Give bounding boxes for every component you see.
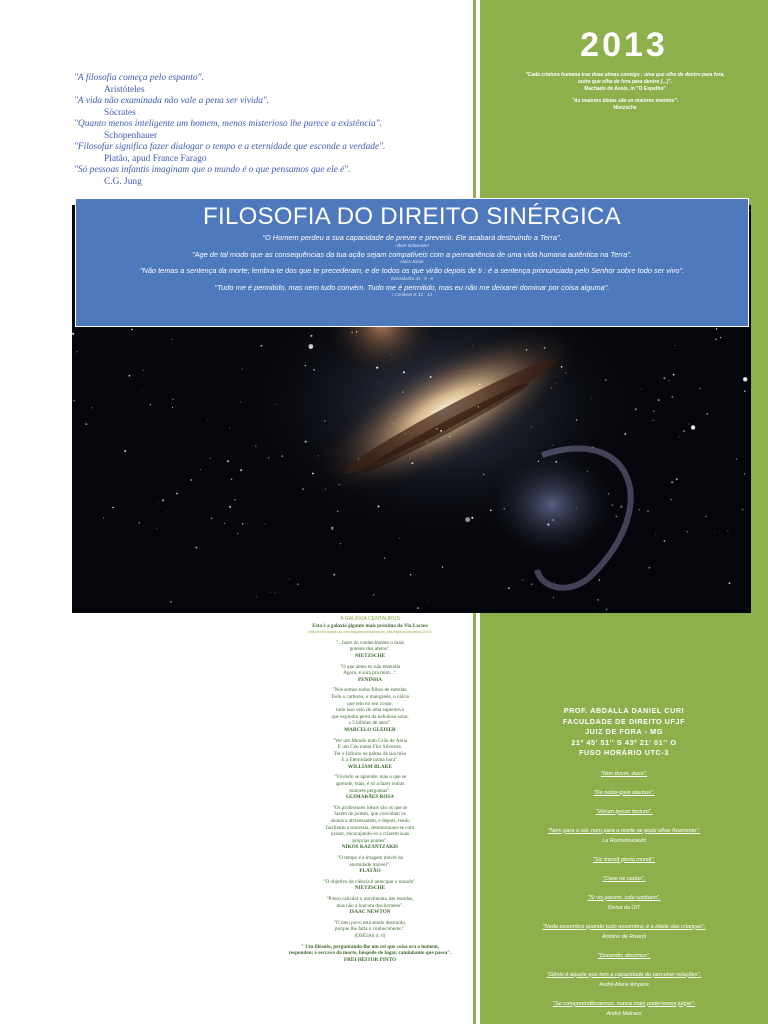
quote-text: "A vida não examinada não vale a pena ser vivida". xyxy=(74,96,270,106)
quote-author: Platão, apud France Farago xyxy=(104,153,207,164)
middle-quote-line: E um Céu numa Flor Silvestre, xyxy=(337,744,403,751)
star xyxy=(635,408,637,410)
middle-quote-line: " Um filósofo, perguntando-lhe um rei que coisa era o homem, xyxy=(301,943,439,950)
title-quote-text: "Age de tal modo que as consequências da tua ação sejam compatíveis com a permanência de uma vida humana autêntica na Terra". xyxy=(191,249,633,259)
green-top-author: Machado de Assis, in "O Espelho" xyxy=(584,86,666,92)
star xyxy=(750,210,751,211)
middle-quote-line: eternidade imóvel". xyxy=(349,861,391,868)
image-caption-text: Esta é a galaxia gigante mais próxima da Via Lactea xyxy=(312,622,428,629)
star xyxy=(190,479,192,481)
star xyxy=(324,420,325,421)
star xyxy=(430,376,432,378)
green-top-line: "Cada criatura humana traz duas almas consigo : uma que olha de dentro para fora, xyxy=(525,72,725,78)
star xyxy=(289,578,290,579)
quote-text: "Só pessoas infantis imaginam que o mundo é o que pensamos que ele é". xyxy=(74,165,351,175)
middle-quote xyxy=(270,855,470,875)
star xyxy=(240,469,242,471)
star xyxy=(167,511,168,512)
star xyxy=(410,574,411,575)
middle-quote xyxy=(270,664,470,684)
star xyxy=(470,474,471,475)
middle-quote-line: "Nós somos todos filhos de estrelas. xyxy=(332,687,408,694)
title-quote-author: Albert Schweitzer xyxy=(394,242,430,248)
middle-quote-line: "O objetivo da ciência é antecipar o mundo". xyxy=(323,878,417,885)
star xyxy=(230,428,231,429)
star xyxy=(531,426,532,427)
star xyxy=(325,489,326,490)
star xyxy=(647,510,649,512)
star xyxy=(547,523,549,525)
latin-quote: "De nobis ipsis silemus". xyxy=(593,789,655,796)
star xyxy=(671,499,672,500)
star xyxy=(716,328,718,330)
star xyxy=(641,388,642,389)
star xyxy=(736,459,737,460)
star xyxy=(150,404,151,405)
middle-quote-line: Todo o carbono, o manganês, o cálcio xyxy=(330,693,410,700)
star xyxy=(744,390,746,392)
middle-quotes-column xyxy=(270,616,470,963)
star xyxy=(707,413,709,415)
quote-author: Aristóteles xyxy=(104,84,145,95)
star xyxy=(256,597,257,598)
latin-quote: "Nem para o sol, nem para a morte se pode olhar fixamente". xyxy=(548,827,700,834)
middle-quote xyxy=(270,944,470,964)
star xyxy=(555,461,557,463)
image-caption-url: (http://cienciahoje.uol.com.br/galeria/blog/album_albumglobo/cientistas-2013) xyxy=(308,630,432,635)
green-top-line: "As maiores ideias são as maiores eventos". xyxy=(571,98,679,104)
middle-quote xyxy=(270,920,470,940)
star xyxy=(417,607,418,608)
star xyxy=(312,473,314,475)
star xyxy=(687,531,688,532)
star xyxy=(658,399,660,401)
star xyxy=(691,425,695,429)
green-top-quotes xyxy=(505,72,745,112)
star xyxy=(358,458,359,459)
middle-quote-author: MARCELO GLEISER xyxy=(344,726,396,733)
star xyxy=(139,522,140,523)
star xyxy=(479,384,480,385)
star xyxy=(276,404,277,405)
middle-quote-author: ISAAC NEWTON xyxy=(349,909,391,916)
star xyxy=(146,400,147,401)
middle-quote-author: NIETZSCHE xyxy=(354,885,386,892)
star xyxy=(208,420,209,421)
latin-quote: "Si vis pacem, cole iustitiam". xyxy=(587,894,661,901)
star xyxy=(531,583,533,585)
green-top-author: Nietzsche xyxy=(613,105,637,111)
star xyxy=(143,370,144,371)
star xyxy=(551,387,552,388)
middle-quote-line: mas não a loucura dos homens". xyxy=(336,902,404,909)
middle-quote-line: Ter o Infinito na palma da sua mão xyxy=(333,750,407,757)
star xyxy=(478,406,479,407)
star xyxy=(526,349,527,350)
star xyxy=(246,458,247,459)
star xyxy=(714,532,715,533)
star xyxy=(472,345,473,346)
page-title: FILOSOFIA DO DIREITO SINÉRGICA xyxy=(203,203,621,230)
star xyxy=(391,354,392,355)
star xyxy=(376,367,378,369)
star xyxy=(552,519,554,521)
star xyxy=(237,533,238,534)
star xyxy=(302,488,304,490)
latin-quote-author: André Malraux xyxy=(606,1010,642,1017)
middle-quotes-list xyxy=(270,640,470,964)
quote-text: "Quanto menos inteligente um homem, menos misterioso lhe parece a existência". xyxy=(74,119,382,129)
star xyxy=(129,375,131,377)
star xyxy=(261,345,263,347)
middle-quote-author: FREI HEITOR PINTO xyxy=(344,956,396,963)
prof-line: FUSO HORÁRIO UTC-3 xyxy=(579,748,669,757)
middle-quote xyxy=(270,774,470,800)
middle-quote-line: que explodiu perto da nebulosa solar, xyxy=(331,713,409,720)
latin-quote: "Docendo, discimus". xyxy=(597,952,651,959)
middle-quote-line: alunos a atravessarem, e depois, tendo xyxy=(330,818,410,825)
star xyxy=(673,374,675,376)
star xyxy=(688,424,689,425)
latin-quote: "Nada assombra quando tudo assombra; é a idade das crianças". xyxy=(542,923,706,930)
star xyxy=(426,441,427,442)
star xyxy=(664,540,666,542)
star xyxy=(606,609,607,610)
star xyxy=(624,433,626,435)
star xyxy=(91,407,92,408)
star xyxy=(663,377,665,379)
philosophy-quotes xyxy=(74,73,474,188)
middle-quote-line: tudo isso veio de uma supernova xyxy=(336,707,404,714)
middle-quote-line: potente dos afetos". xyxy=(349,646,391,653)
star xyxy=(210,458,211,459)
star xyxy=(591,398,592,399)
middle-quote-line: fazem de pontes, que convidam os xyxy=(334,811,406,818)
latin-quote-author: André-Marie Ampère xyxy=(599,981,649,988)
star xyxy=(605,379,607,381)
star xyxy=(282,455,284,457)
middle-quote-line: "O que antes eu não entendia xyxy=(339,663,401,670)
prof-line: FACULDADE DE DIREITO UFJF xyxy=(562,716,686,726)
star xyxy=(112,507,113,508)
star xyxy=(131,329,133,331)
star xyxy=(427,601,428,602)
star xyxy=(200,469,201,470)
quote-text: "A filosofia começa pelo espanto". xyxy=(74,73,204,83)
star xyxy=(224,523,225,524)
middle-quote-line: facilitado a travessia, desmoronam-se com xyxy=(325,824,415,831)
star xyxy=(172,407,173,408)
star xyxy=(538,461,539,462)
star xyxy=(727,530,728,531)
star xyxy=(587,471,588,472)
middle-quote-author: WILLIAM BLAKE xyxy=(347,763,393,770)
star xyxy=(76,351,77,352)
latin-quote: "Sic transit gloria mundi". xyxy=(592,856,656,863)
star xyxy=(265,523,266,524)
star xyxy=(373,594,374,595)
star xyxy=(671,481,673,483)
star xyxy=(656,534,657,535)
star xyxy=(649,567,651,569)
title-quote-text: "Tudo me é permitido, mas nem tudo convém. Tudo me é permitido, mas eu não me deixarei dominar por coisa alguma". xyxy=(214,282,610,292)
star xyxy=(142,390,143,391)
star xyxy=(620,506,622,508)
star xyxy=(309,344,314,349)
star xyxy=(612,504,614,506)
star xyxy=(392,423,393,424)
star xyxy=(85,423,87,425)
star xyxy=(171,339,172,340)
star xyxy=(465,517,470,522)
star xyxy=(615,516,617,518)
star xyxy=(158,502,159,503)
star xyxy=(598,579,600,581)
star xyxy=(73,400,75,402)
latin-quote: "Gênio é aquele que tem a capacidade de perceber relações". xyxy=(546,971,702,978)
star xyxy=(436,428,437,429)
star xyxy=(124,450,126,452)
star xyxy=(402,391,404,393)
middle-quote-line: "Os professores ideais são os que se xyxy=(332,804,408,811)
star xyxy=(356,331,357,332)
prof-line: JUIZ DE FORA - MG xyxy=(585,727,663,736)
middle-quote-line: "Ver um Mundo num Grão de Areia xyxy=(332,737,408,744)
middle-quote-line: aprende, mais, é só a fazer outras xyxy=(335,781,405,788)
middle-quote-line: "...fazer do conhecimento o mais xyxy=(335,639,405,646)
star xyxy=(471,517,473,519)
star xyxy=(503,508,505,510)
middle-quote-line: prazer, encorajando-os a criarem suas xyxy=(331,831,409,838)
star xyxy=(706,516,707,517)
star xyxy=(653,411,654,412)
quote-author: Schopenhauer xyxy=(104,130,158,141)
star xyxy=(744,473,746,475)
star xyxy=(742,509,744,511)
star xyxy=(699,388,700,389)
middle-quote-line: respondeu: é escravo da morte, hóspede de lugar, caminhante que passa". xyxy=(288,950,452,957)
star xyxy=(313,369,315,371)
middle-quote-line: E a Eternidade numa hora". xyxy=(341,757,399,764)
title-quote xyxy=(76,267,748,281)
star xyxy=(384,558,385,559)
star xyxy=(242,523,244,525)
star xyxy=(399,538,400,539)
star xyxy=(490,510,492,512)
middle-quote-line: "O meu povo está sendo destruído, xyxy=(333,919,407,926)
star xyxy=(351,332,352,333)
middle-quote-line: "O tempo é a imagem móvel da xyxy=(337,855,403,861)
star xyxy=(552,445,553,446)
star xyxy=(565,372,566,373)
star xyxy=(170,601,172,603)
star xyxy=(234,499,235,500)
title-box xyxy=(75,198,749,327)
star xyxy=(675,345,676,346)
star xyxy=(340,543,341,544)
middle-quote xyxy=(270,738,470,771)
star xyxy=(553,597,554,598)
title-quote-author: Eclesiástico 41 : 5 - 6 xyxy=(391,275,433,281)
middle-quote-author: NIKOS KAZANTZAKIS xyxy=(341,844,399,851)
star xyxy=(720,337,721,338)
star xyxy=(576,508,577,509)
star xyxy=(211,518,212,519)
star xyxy=(333,574,335,576)
prof-line: 21º 45' 51'' S 43º 21' 01'' O xyxy=(571,737,677,747)
latin-quote: "Cave ne cadas". xyxy=(602,875,646,882)
quote-author: C.G. Jung xyxy=(104,176,142,187)
star xyxy=(305,441,307,443)
middle-quote-line: "Posso calcular o movimento das estrelas, xyxy=(326,895,414,902)
star xyxy=(403,371,405,373)
star xyxy=(676,478,678,480)
star xyxy=(268,457,269,458)
star xyxy=(305,365,306,366)
star xyxy=(638,509,640,511)
star xyxy=(103,517,104,518)
middle-quote xyxy=(270,640,470,660)
star xyxy=(561,366,563,368)
star xyxy=(337,511,338,512)
latin-quotes-list xyxy=(488,771,760,1018)
star xyxy=(297,583,299,585)
middle-quote xyxy=(270,896,470,916)
star xyxy=(683,430,685,432)
star xyxy=(72,333,74,335)
middle-quote-line: porque lhe falta o conhecimento". xyxy=(334,926,406,933)
latin-quote: "Verum ipsum factum". xyxy=(595,808,653,815)
star xyxy=(228,544,229,545)
middle-quote-author: PENINHA xyxy=(358,676,382,683)
star xyxy=(544,347,546,349)
star xyxy=(659,381,660,382)
star xyxy=(522,580,523,581)
star xyxy=(339,484,340,485)
star xyxy=(255,446,256,447)
star xyxy=(231,479,232,480)
star xyxy=(715,339,716,340)
middle-quote xyxy=(270,805,470,851)
star xyxy=(411,462,413,464)
star xyxy=(679,437,680,438)
star xyxy=(275,592,276,593)
green-top-line: outra que olha de fora para dentro [...]". xyxy=(577,79,673,85)
star xyxy=(554,582,555,583)
quote-text: "Filosofar significa fazer dialogar o tempo e a eternidade que esconde a verdade". xyxy=(74,142,386,152)
star xyxy=(508,587,510,589)
middle-quote xyxy=(270,879,470,892)
title-quote-author: I Coríntios 6: 12 - 13 xyxy=(392,292,432,297)
star xyxy=(318,455,319,456)
author-info-panel xyxy=(488,706,760,1018)
middle-quote-line: maiores perguntas". xyxy=(349,787,391,794)
star xyxy=(743,377,747,381)
star xyxy=(162,499,164,501)
title-quote xyxy=(76,234,748,248)
latin-quote: "Se compreendêssemos, nunca mais poderíamos julgar". xyxy=(552,1000,696,1007)
star xyxy=(440,430,442,432)
middle-quote-line: Agora, é sura pra mim...". xyxy=(343,670,397,677)
latin-quote: "Non ducor, duco". xyxy=(600,770,648,777)
quote-author: Sócrates xyxy=(104,107,136,118)
title-quote xyxy=(76,284,748,298)
latin-quote-author: Divisa da OIT xyxy=(607,904,641,911)
star xyxy=(483,474,484,475)
star xyxy=(176,493,178,495)
star xyxy=(653,420,654,421)
star xyxy=(242,368,243,369)
title-quote-author: Hans Jonas xyxy=(400,259,424,264)
title-quote-text: "Não temas a sentença da morte; lembra-te dos que te precederam, e de todos os que virão depois de ti : é a sentença pronunciada pelo Senhor sobre todo ser vivo". xyxy=(139,266,685,275)
year-heading: 2013 xyxy=(580,26,668,64)
star xyxy=(156,528,157,529)
star xyxy=(378,506,380,508)
star xyxy=(172,399,173,400)
star xyxy=(668,380,669,381)
prof-line: PROF. ABDALLA DANIEL CURI xyxy=(563,706,685,715)
latin-quote-author: Antoine de Rivarol xyxy=(601,933,647,940)
star xyxy=(442,566,443,567)
middle-quote-line: (OSÉIAS 4: 6) xyxy=(354,932,386,939)
star xyxy=(331,528,333,530)
middle-quote xyxy=(270,687,470,733)
star xyxy=(405,433,406,434)
title-quote-text: "O Homem perdeu a sua capacidade de prever e prevenir. Ele acabará destruindo a Terra". xyxy=(262,233,562,242)
star xyxy=(593,447,594,448)
star xyxy=(240,402,241,403)
star xyxy=(229,506,231,508)
star xyxy=(576,419,578,421)
middle-quote-author: NIETZSCHE xyxy=(354,652,386,659)
middle-quote-line: próprias pontes". xyxy=(352,837,388,844)
star xyxy=(608,493,610,495)
middle-quote-line: que tem no seu corpo, xyxy=(347,700,393,707)
middle-quote-author: GUIMARÃES ROSA xyxy=(346,794,394,801)
star xyxy=(449,436,450,437)
star xyxy=(270,592,271,593)
star xyxy=(598,599,599,600)
star xyxy=(227,460,229,462)
middle-quote-line: "Vivendo se aprende: mas o que se xyxy=(333,774,407,781)
image-caption-title: A GALÁXIA CENTAURUS xyxy=(340,616,400,622)
star xyxy=(672,396,674,398)
star xyxy=(311,335,313,337)
latin-quote-author: La Rochefoucauld xyxy=(602,837,646,844)
star xyxy=(196,547,198,549)
star xyxy=(556,383,557,384)
middle-quote-author: PLATÃO xyxy=(359,868,381,875)
title-quote xyxy=(76,251,748,265)
middle-quote-line: a 5 bilhões de anos". xyxy=(348,720,392,727)
star xyxy=(729,582,731,584)
